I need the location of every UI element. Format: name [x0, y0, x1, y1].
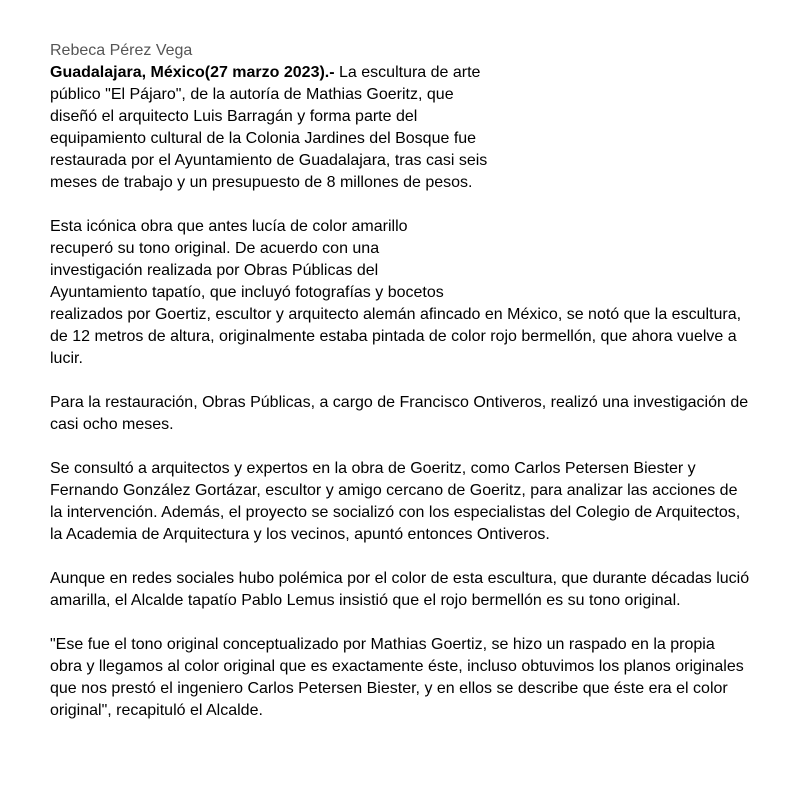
- paragraph-quote: "Ese fue el tono original conceptualizado por Mathias Goertiz, se hizo un raspado en la propia obra y llegamos al color original que es exactamente éste, incluso obtuvimos los planos originales que nos prestó el ingeniero Carlos Petersen Biester, y en ellos se describe que éste era el color original", recapituló el Alcalde.: [50, 636, 744, 719]
- paragraph-line: recuperó su tono original. De acuerdo con una: [50, 240, 380, 257]
- paragraph-restoration: Para la restauración, Obras Públicas, a cargo de Francisco Ontiveros, realizó una investigación de casi ocho meses.: [50, 394, 749, 433]
- lead-paragraph: [50, 62, 500, 194]
- paragraph-line: investigación realizada por Obras Públicas del: [50, 262, 379, 279]
- author-name: Rebeca Pérez Vega: [50, 42, 193, 59]
- paragraph-text: realizados por Goertiz, escultor y arquitecto alemán afincado en México, se notó que la escultura, de 12 metros de altura, originalmente estaba pintada de color rojo bermellón, que ahora vuelve a lucir.: [50, 306, 742, 367]
- paragraph-line: Ayuntamiento tapatío, que incluyó fotografías y bocetos: [50, 284, 444, 301]
- lead-paragraph-text: La escultura de arte público "El Pájaro", de la autoría de Mathias Goeritz, que diseñó el arquitecto Luis Barragán y forma parte del equipamiento cultural de la Colonia Jardines del Bosque fue restaurada por el Ayuntamiento de Guadalajara, tras casi seis meses de trabajo y un presupuesto de 8 millones de pesos.: [50, 64, 488, 191]
- paragraph-color-research: [50, 216, 750, 370]
- paragraph-controversy: Aunque en redes sociales hubo polémica por el color de esta escultura, que durante décadas lució amarilla, el Alcalde tapatío Pablo Lemus insistió que el rojo bermellón es su tono original.: [50, 570, 750, 609]
- article-body: [50, 40, 750, 744]
- paragraph-consultation: Se consultó a arquitectos y expertos en la obra de Goeritz, como Carlos Petersen Biester y Fernando González Gortázar, escultor y amigo cercano de Goeritz, para analizar las acciones de la intervención. Además, el proyecto se socializó con los especialistas del Colegio de Arquitectos, la Academia de Arquitectura y los vecinos, apuntó entonces Ontiveros.: [50, 460, 741, 543]
- dateline: Guadalajara, México(27 marzo 2023).-: [50, 64, 335, 81]
- paragraph-line: Esta icónica obra que antes lucía de color amarillo: [50, 218, 408, 235]
